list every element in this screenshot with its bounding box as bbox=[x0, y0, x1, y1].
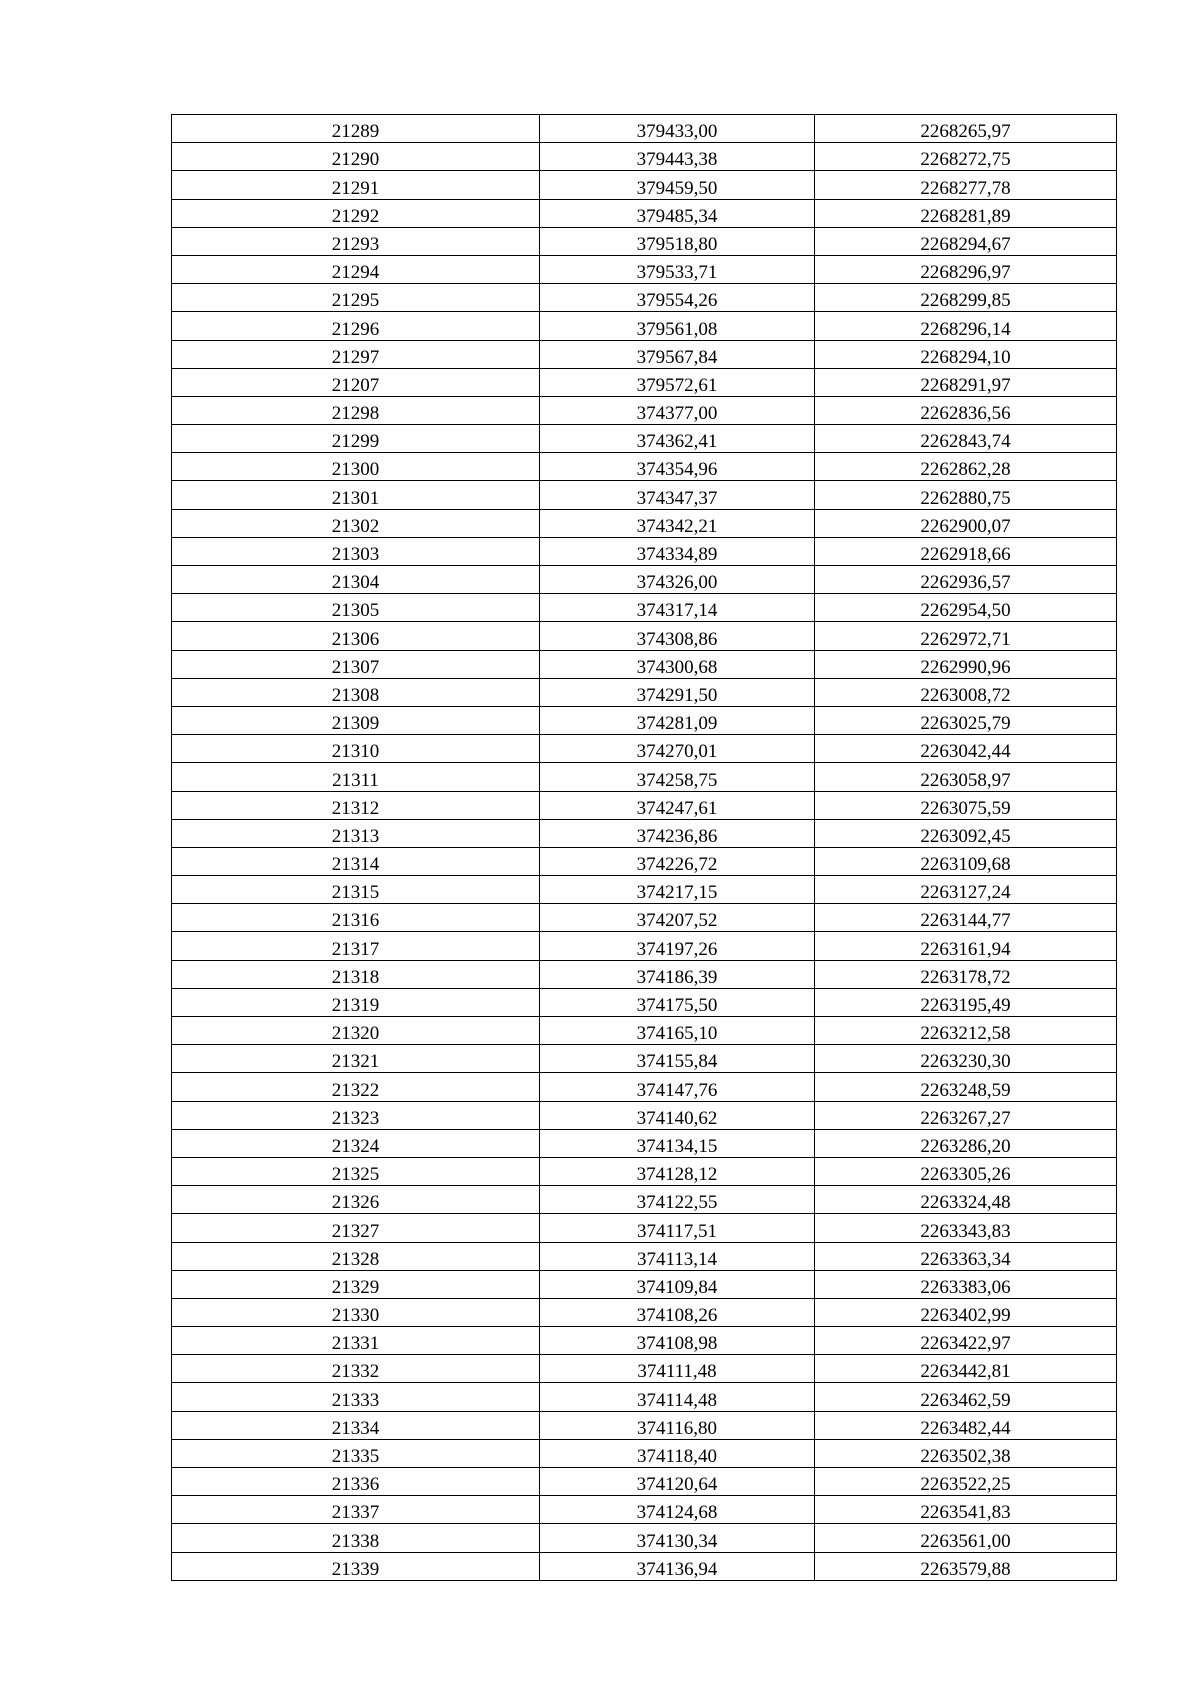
x-coordinate-cell: 374207,52 bbox=[540, 904, 815, 932]
table-row bbox=[172, 284, 1117, 312]
x-coordinate-cell: 374258,75 bbox=[540, 763, 815, 791]
table-row bbox=[172, 735, 1117, 763]
point-number-cell: 21323 bbox=[172, 1101, 540, 1129]
y-coordinate-cell: 2263402,99 bbox=[815, 1298, 1117, 1326]
table-row bbox=[172, 791, 1117, 819]
table-row bbox=[172, 509, 1117, 537]
point-number-cell: 21319 bbox=[172, 988, 540, 1016]
x-coordinate-cell: 374186,39 bbox=[540, 960, 815, 988]
y-coordinate-cell: 2263305,26 bbox=[815, 1157, 1117, 1185]
x-coordinate-cell: 374136,94 bbox=[540, 1552, 815, 1580]
point-number-cell: 21327 bbox=[172, 1214, 540, 1242]
point-number-cell: 21298 bbox=[172, 396, 540, 424]
y-coordinate-cell: 2263042,44 bbox=[815, 735, 1117, 763]
x-coordinate-cell: 374109,84 bbox=[540, 1270, 815, 1298]
point-number-cell: 21293 bbox=[172, 227, 540, 255]
y-coordinate-cell: 2263109,68 bbox=[815, 847, 1117, 875]
x-coordinate-cell: 379433,00 bbox=[540, 115, 815, 143]
x-coordinate-cell: 374122,55 bbox=[540, 1186, 815, 1214]
point-number-cell: 21207 bbox=[172, 368, 540, 396]
table-row bbox=[172, 706, 1117, 734]
y-coordinate-cell: 2262936,57 bbox=[815, 566, 1117, 594]
point-number-cell: 21301 bbox=[172, 481, 540, 509]
y-coordinate-cell: 2268296,14 bbox=[815, 312, 1117, 340]
table-row bbox=[172, 312, 1117, 340]
y-coordinate-cell: 2268296,97 bbox=[815, 255, 1117, 283]
table-row bbox=[172, 1129, 1117, 1157]
point-number-cell: 21325 bbox=[172, 1157, 540, 1185]
point-number-cell: 21310 bbox=[172, 735, 540, 763]
table-row bbox=[172, 227, 1117, 255]
x-coordinate-cell: 379485,34 bbox=[540, 199, 815, 227]
point-number-cell: 21309 bbox=[172, 706, 540, 734]
table-row bbox=[172, 425, 1117, 453]
point-number-cell: 21317 bbox=[172, 932, 540, 960]
y-coordinate-cell: 2262900,07 bbox=[815, 509, 1117, 537]
table-row bbox=[172, 819, 1117, 847]
x-coordinate-cell: 374317,14 bbox=[540, 594, 815, 622]
y-coordinate-cell: 2262954,50 bbox=[815, 594, 1117, 622]
y-coordinate-cell: 2262836,56 bbox=[815, 396, 1117, 424]
y-coordinate-cell: 2268272,75 bbox=[815, 143, 1117, 171]
x-coordinate-cell: 374108,98 bbox=[540, 1327, 815, 1355]
y-coordinate-cell: 2263343,83 bbox=[815, 1214, 1117, 1242]
point-number-cell: 21294 bbox=[172, 255, 540, 283]
y-coordinate-cell: 2263230,30 bbox=[815, 1045, 1117, 1073]
table-row bbox=[172, 368, 1117, 396]
y-coordinate-cell: 2268294,67 bbox=[815, 227, 1117, 255]
point-number-cell: 21330 bbox=[172, 1298, 540, 1326]
x-coordinate-cell: 379459,50 bbox=[540, 171, 815, 199]
point-number-cell: 21320 bbox=[172, 1017, 540, 1045]
x-coordinate-cell: 374217,15 bbox=[540, 876, 815, 904]
table-row bbox=[172, 876, 1117, 904]
x-coordinate-cell: 379572,61 bbox=[540, 368, 815, 396]
table-row bbox=[172, 847, 1117, 875]
point-number-cell: 21332 bbox=[172, 1355, 540, 1383]
x-coordinate-cell: 374147,76 bbox=[540, 1073, 815, 1101]
table-row bbox=[172, 960, 1117, 988]
y-coordinate-cell: 2262972,71 bbox=[815, 622, 1117, 650]
point-number-cell: 21322 bbox=[172, 1073, 540, 1101]
x-coordinate-cell: 374377,00 bbox=[540, 396, 815, 424]
point-number-cell: 21339 bbox=[172, 1552, 540, 1580]
y-coordinate-cell: 2263541,83 bbox=[815, 1496, 1117, 1524]
x-coordinate-cell: 374291,50 bbox=[540, 678, 815, 706]
point-number-cell: 21326 bbox=[172, 1186, 540, 1214]
point-number-cell: 21300 bbox=[172, 453, 540, 481]
y-coordinate-cell: 2263178,72 bbox=[815, 960, 1117, 988]
y-coordinate-cell: 2268294,10 bbox=[815, 340, 1117, 368]
point-number-cell: 21315 bbox=[172, 876, 540, 904]
table-row bbox=[172, 678, 1117, 706]
y-coordinate-cell: 2263075,59 bbox=[815, 791, 1117, 819]
table-row bbox=[172, 1186, 1117, 1214]
table-row bbox=[172, 143, 1117, 171]
x-coordinate-cell: 374175,50 bbox=[540, 988, 815, 1016]
point-number-cell: 21297 bbox=[172, 340, 540, 368]
table-row bbox=[172, 1298, 1117, 1326]
table-row bbox=[172, 988, 1117, 1016]
point-number-cell: 21336 bbox=[172, 1468, 540, 1496]
y-coordinate-cell: 2263502,38 bbox=[815, 1439, 1117, 1467]
x-coordinate-cell: 379518,80 bbox=[540, 227, 815, 255]
x-coordinate-cell: 374155,84 bbox=[540, 1045, 815, 1073]
table-row bbox=[172, 650, 1117, 678]
table-row bbox=[172, 622, 1117, 650]
y-coordinate-cell: 2268265,97 bbox=[815, 115, 1117, 143]
y-coordinate-cell: 2263286,20 bbox=[815, 1129, 1117, 1157]
table-row bbox=[172, 1327, 1117, 1355]
table-row bbox=[172, 1017, 1117, 1045]
point-number-cell: 21311 bbox=[172, 763, 540, 791]
y-coordinate-cell: 2268299,85 bbox=[815, 284, 1117, 312]
point-number-cell: 21314 bbox=[172, 847, 540, 875]
y-coordinate-cell: 2263579,88 bbox=[815, 1552, 1117, 1580]
table-row bbox=[172, 255, 1117, 283]
y-coordinate-cell: 2262843,74 bbox=[815, 425, 1117, 453]
x-coordinate-cell: 374111,48 bbox=[540, 1355, 815, 1383]
x-coordinate-cell: 374247,61 bbox=[540, 791, 815, 819]
x-coordinate-cell: 374128,12 bbox=[540, 1157, 815, 1185]
point-number-cell: 21321 bbox=[172, 1045, 540, 1073]
x-coordinate-cell: 374270,01 bbox=[540, 735, 815, 763]
table-row bbox=[172, 1355, 1117, 1383]
y-coordinate-cell: 2268281,89 bbox=[815, 199, 1117, 227]
x-coordinate-cell: 379533,71 bbox=[540, 255, 815, 283]
point-number-cell: 21329 bbox=[172, 1270, 540, 1298]
x-coordinate-cell: 374108,26 bbox=[540, 1298, 815, 1326]
y-coordinate-cell: 2262990,96 bbox=[815, 650, 1117, 678]
y-coordinate-cell: 2263008,72 bbox=[815, 678, 1117, 706]
x-coordinate-cell: 374165,10 bbox=[540, 1017, 815, 1045]
x-coordinate-cell: 374281,09 bbox=[540, 706, 815, 734]
point-number-cell: 21313 bbox=[172, 819, 540, 847]
table-row bbox=[172, 1157, 1117, 1185]
table-row bbox=[172, 904, 1117, 932]
table-row bbox=[172, 1270, 1117, 1298]
x-coordinate-cell: 374140,62 bbox=[540, 1101, 815, 1129]
table-row bbox=[172, 1468, 1117, 1496]
y-coordinate-cell: 2263248,59 bbox=[815, 1073, 1117, 1101]
y-coordinate-cell: 2262862,28 bbox=[815, 453, 1117, 481]
y-coordinate-cell: 2263161,94 bbox=[815, 932, 1117, 960]
table-row bbox=[172, 1214, 1117, 1242]
y-coordinate-cell: 2262880,75 bbox=[815, 481, 1117, 509]
table-row bbox=[172, 763, 1117, 791]
x-coordinate-cell: 374117,51 bbox=[540, 1214, 815, 1242]
x-coordinate-cell: 374113,14 bbox=[540, 1242, 815, 1270]
x-coordinate-cell: 374354,96 bbox=[540, 453, 815, 481]
x-coordinate-cell: 374134,15 bbox=[540, 1129, 815, 1157]
x-coordinate-cell: 379567,84 bbox=[540, 340, 815, 368]
point-number-cell: 21316 bbox=[172, 904, 540, 932]
table-row bbox=[172, 1524, 1117, 1552]
y-coordinate-cell: 2263442,81 bbox=[815, 1355, 1117, 1383]
point-number-cell: 21303 bbox=[172, 537, 540, 565]
table-row bbox=[172, 1411, 1117, 1439]
point-number-cell: 21291 bbox=[172, 171, 540, 199]
point-number-cell: 21302 bbox=[172, 509, 540, 537]
y-coordinate-cell: 2263561,00 bbox=[815, 1524, 1117, 1552]
x-coordinate-cell: 374116,80 bbox=[540, 1411, 815, 1439]
x-coordinate-cell: 374347,37 bbox=[540, 481, 815, 509]
x-coordinate-cell: 374334,89 bbox=[540, 537, 815, 565]
x-coordinate-cell: 374118,40 bbox=[540, 1439, 815, 1467]
table-row bbox=[172, 1242, 1117, 1270]
x-coordinate-cell: 374342,21 bbox=[540, 509, 815, 537]
y-coordinate-cell: 2263058,97 bbox=[815, 763, 1117, 791]
x-coordinate-cell: 374300,68 bbox=[540, 650, 815, 678]
point-number-cell: 21328 bbox=[172, 1242, 540, 1270]
x-coordinate-cell: 374326,00 bbox=[540, 566, 815, 594]
x-coordinate-cell: 374197,26 bbox=[540, 932, 815, 960]
table-row bbox=[172, 594, 1117, 622]
y-coordinate-cell: 2268277,78 bbox=[815, 171, 1117, 199]
y-coordinate-cell: 2262918,66 bbox=[815, 537, 1117, 565]
table-row bbox=[172, 340, 1117, 368]
table-row bbox=[172, 932, 1117, 960]
y-coordinate-cell: 2263127,24 bbox=[815, 876, 1117, 904]
point-number-cell: 21307 bbox=[172, 650, 540, 678]
x-coordinate-cell: 374114,48 bbox=[540, 1383, 815, 1411]
x-coordinate-cell: 374308,86 bbox=[540, 622, 815, 650]
table-row bbox=[172, 1383, 1117, 1411]
y-coordinate-cell: 2263383,06 bbox=[815, 1270, 1117, 1298]
point-number-cell: 21312 bbox=[172, 791, 540, 819]
table-row bbox=[172, 1073, 1117, 1101]
y-coordinate-cell: 2263092,45 bbox=[815, 819, 1117, 847]
point-number-cell: 21335 bbox=[172, 1439, 540, 1467]
x-coordinate-cell: 374226,72 bbox=[540, 847, 815, 875]
table-row bbox=[172, 453, 1117, 481]
coordinates-table bbox=[171, 114, 1117, 1581]
point-number-cell: 21305 bbox=[172, 594, 540, 622]
y-coordinate-cell: 2268291,97 bbox=[815, 368, 1117, 396]
point-number-cell: 21304 bbox=[172, 566, 540, 594]
y-coordinate-cell: 2263195,49 bbox=[815, 988, 1117, 1016]
table-row bbox=[172, 199, 1117, 227]
x-coordinate-cell: 379554,26 bbox=[540, 284, 815, 312]
point-number-cell: 21295 bbox=[172, 284, 540, 312]
point-number-cell: 21296 bbox=[172, 312, 540, 340]
y-coordinate-cell: 2263462,59 bbox=[815, 1383, 1117, 1411]
y-coordinate-cell: 2263025,79 bbox=[815, 706, 1117, 734]
y-coordinate-cell: 2263482,44 bbox=[815, 1411, 1117, 1439]
y-coordinate-cell: 2263324,48 bbox=[815, 1186, 1117, 1214]
table-row bbox=[172, 1101, 1117, 1129]
y-coordinate-cell: 2263267,27 bbox=[815, 1101, 1117, 1129]
x-coordinate-cell: 379561,08 bbox=[540, 312, 815, 340]
table-row bbox=[172, 1552, 1117, 1580]
point-number-cell: 21299 bbox=[172, 425, 540, 453]
point-number-cell: 21334 bbox=[172, 1411, 540, 1439]
point-number-cell: 21337 bbox=[172, 1496, 540, 1524]
coordinates-table-body bbox=[172, 115, 1117, 1581]
table-row bbox=[172, 171, 1117, 199]
table-row bbox=[172, 481, 1117, 509]
point-number-cell: 21333 bbox=[172, 1383, 540, 1411]
point-number-cell: 21290 bbox=[172, 143, 540, 171]
y-coordinate-cell: 2263212,58 bbox=[815, 1017, 1117, 1045]
point-number-cell: 21331 bbox=[172, 1327, 540, 1355]
table-row bbox=[172, 537, 1117, 565]
x-coordinate-cell: 374362,41 bbox=[540, 425, 815, 453]
x-coordinate-cell: 374236,86 bbox=[540, 819, 815, 847]
point-number-cell: 21308 bbox=[172, 678, 540, 706]
point-number-cell: 21292 bbox=[172, 199, 540, 227]
y-coordinate-cell: 2263422,97 bbox=[815, 1327, 1117, 1355]
y-coordinate-cell: 2263363,34 bbox=[815, 1242, 1117, 1270]
table-row bbox=[172, 1439, 1117, 1467]
y-coordinate-cell: 2263144,77 bbox=[815, 904, 1117, 932]
table-row bbox=[172, 396, 1117, 424]
point-number-cell: 21289 bbox=[172, 115, 540, 143]
x-coordinate-cell: 379443,38 bbox=[540, 143, 815, 171]
table-row bbox=[172, 115, 1117, 143]
table-row bbox=[172, 1496, 1117, 1524]
x-coordinate-cell: 374124,68 bbox=[540, 1496, 815, 1524]
point-number-cell: 21318 bbox=[172, 960, 540, 988]
table-row bbox=[172, 1045, 1117, 1073]
y-coordinate-cell: 2263522,25 bbox=[815, 1468, 1117, 1496]
x-coordinate-cell: 374120,64 bbox=[540, 1468, 815, 1496]
table-row bbox=[172, 566, 1117, 594]
x-coordinate-cell: 374130,34 bbox=[540, 1524, 815, 1552]
point-number-cell: 21338 bbox=[172, 1524, 540, 1552]
point-number-cell: 21306 bbox=[172, 622, 540, 650]
point-number-cell: 21324 bbox=[172, 1129, 540, 1157]
